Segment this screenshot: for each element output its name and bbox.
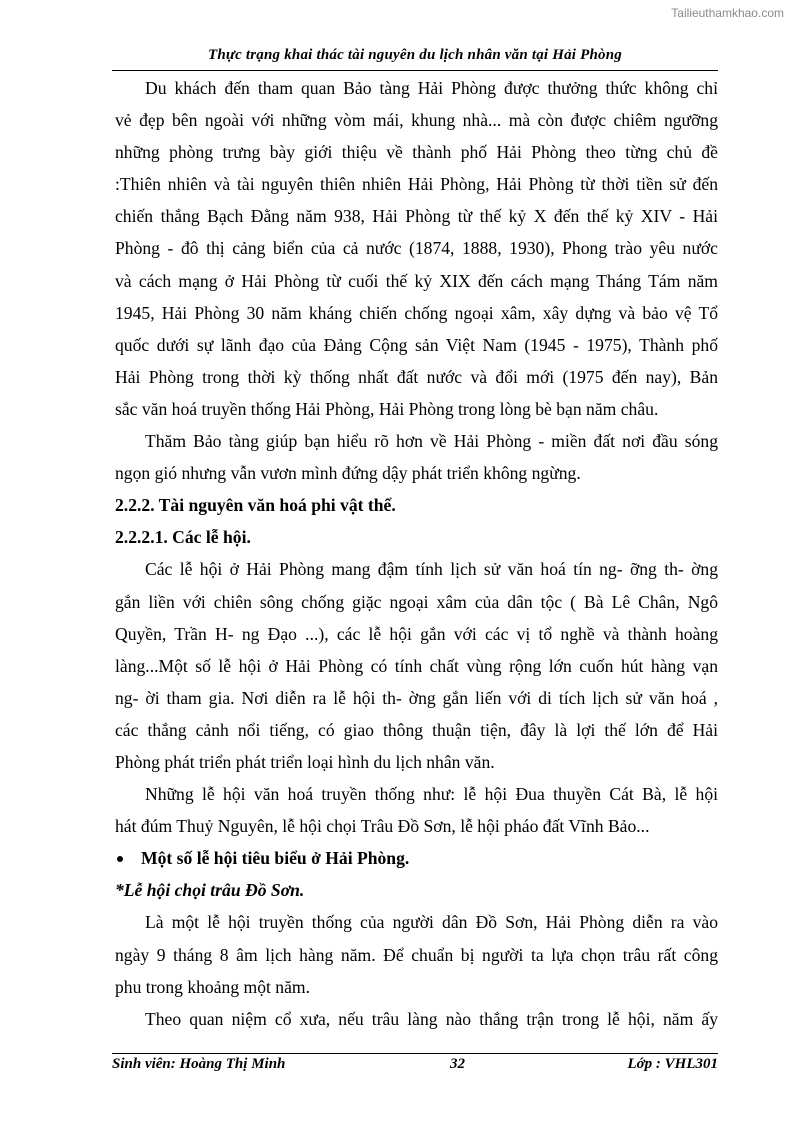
line-text: phu trong khoảng một năm. xyxy=(115,976,310,997)
line-text: Du khách đến tham quan Bảo tàng Hải Phòng được thưởng thức không chỉ xyxy=(145,78,718,98)
text-line xyxy=(115,457,718,489)
line-text: Hải Phòng trong thời kỳ thống nhất đất nước và đổi mới (1975 đến nay), Bản xyxy=(115,366,718,387)
text-line xyxy=(115,168,718,200)
text-line xyxy=(115,104,718,136)
text-line xyxy=(115,586,718,618)
text-line xyxy=(115,425,718,457)
line-text: và cách mạng ở Hải Phòng từ cuối thế kỷ XIX đến cách mạng Tháng Tám năm xyxy=(115,270,718,291)
running-footer xyxy=(112,1056,718,1078)
header-rule xyxy=(112,70,718,71)
running-header: Thực trạng khai thác tài nguyên du lịch nhân văn tại Hải Phòng xyxy=(208,47,622,63)
text-line xyxy=(115,939,718,971)
text-line xyxy=(115,714,718,746)
line-text: ngọn gió nhưng vẫn vươn mình đứng dậy phát triển không ngừng. xyxy=(115,463,581,484)
text-line xyxy=(115,361,718,393)
watermark: Tailieuthamkhao.com xyxy=(671,6,784,20)
text-line xyxy=(115,618,718,650)
line-text: hát đúm Thuỷ Nguyên, lễ hội chọi Trâu Đồ Sơn, lễ hội pháo đất Vĩnh Bảo... xyxy=(115,816,650,837)
text-line xyxy=(115,1003,718,1035)
line-text: các thắng cảnh nổi tiếng, có giao thông thuận tiện, đây là lợi thế lớn để Hải xyxy=(115,719,718,740)
text-line xyxy=(115,72,718,104)
line-text: Những lễ hội văn hoá truyền thống như: lễ hội Đua thuyền Cát Bà, lễ hội xyxy=(145,784,718,805)
footer-class: Lớp : VHL301 xyxy=(627,1056,718,1072)
text-line xyxy=(115,682,718,714)
text-line xyxy=(115,553,718,585)
text-line xyxy=(115,650,718,682)
text-line xyxy=(115,136,718,168)
line-text: Phòng - đô thị cảng biển của cả nước (1874, 1888, 1930), Phong trào yêu nước xyxy=(115,238,718,259)
text-line xyxy=(115,810,718,842)
line-text: quốc dưới sự lãnh đạo của Đảng Cộng sản Việt Nam (1945 - 1975), Thành phố xyxy=(115,334,718,355)
line-text: làng...Một số lễ hội ở Hải Phòng có tính chất vùng rộng lớn cuốn hút hàng vạn xyxy=(115,655,718,676)
line-text: Thăm Bảo tàng giúp bạn hiểu rõ hơn về Hải Phòng - miền đất nơi đầu sóng xyxy=(145,431,718,452)
text-line xyxy=(115,329,718,361)
line-text: ng- ời tham gia. Nơi diễn ra lễ hội th- ờng gắn liến với di tích lịch sử văn hoá , xyxy=(115,687,718,708)
line-text: Là một lễ hội truyền thống của người dân Đồ Sơn, Hải Phòng diễn ra vào xyxy=(145,912,718,933)
text-line xyxy=(115,297,718,329)
line-text: 2.2.2.1. Các lễ hội. xyxy=(115,527,251,548)
text-line xyxy=(115,971,718,1003)
section-heading xyxy=(115,521,718,553)
text-line xyxy=(115,265,718,297)
line-text: Theo quan niệm cổ xưa, nếu trâu làng nào thắng trận trong lễ hội, năm ấy xyxy=(145,1008,718,1029)
line-text: Các lễ hội ở Hải Phòng mang đậm tính lịch sử văn hoá tín ng- ỡng th- ờng xyxy=(145,559,718,580)
bullet-heading xyxy=(115,842,718,874)
footer-rule xyxy=(112,1053,718,1054)
line-text: những phòng trưng bày giới thiệu về thành phố Hải Phòng theo từng chủ đề xyxy=(115,142,718,163)
line-text: gắn liền với chiên sông chống giặc ngoại xâm của dân tộc ( Bà Lê Chân, Ngô xyxy=(115,591,718,612)
line-text: :Thiên nhiên và tài nguyên thiên nhiên Hải Phòng, Hải Phòng từ thời tiền sử đến xyxy=(115,174,718,195)
bullet-icon xyxy=(117,856,123,862)
line-text: vẻ đẹp bên ngoài với những vòm mái, khung nhà... mà còn được chiêm ngưỡng xyxy=(115,110,718,131)
line-text: Quyền, Trần H- ng Đạo ...), các lễ hội gắn với các vị tổ nghề và thành hoàng xyxy=(115,623,718,644)
section-heading xyxy=(115,874,718,906)
footer-student: Sinh viên: Hoàng Thị Minh xyxy=(112,1056,286,1072)
page-number: 32 xyxy=(450,1056,465,1072)
line-text: 2.2.2. Tài nguyên văn hoá phi vật thể. xyxy=(115,495,396,516)
text-line xyxy=(115,200,718,232)
text-line xyxy=(115,746,718,778)
text-line xyxy=(115,393,718,425)
text-line xyxy=(115,232,718,264)
text-line xyxy=(115,906,718,938)
line-text: chiến thắng Bạch Đằng năm 938, Hải Phòng từ thế kỷ X đến thế kỷ XIV - Hải xyxy=(115,206,718,227)
section-heading xyxy=(115,489,718,521)
text-line xyxy=(115,778,718,810)
line-text: ngày 9 tháng 8 âm lịch hàng năm. Để chuẩn bị người ta lựa chọn trâu rất công xyxy=(115,944,718,965)
line-text: *Lễ hội chọi trâu Đồ Sơn. xyxy=(115,880,305,901)
line-text: Phòng phát triển phát triển loại hình du lịch nhân văn. xyxy=(115,751,495,772)
line-text: sắc văn hoá truyền thống Hải Phòng, Hải Phòng trong lòng bè bạn năm châu. xyxy=(115,398,659,419)
document-body xyxy=(115,72,718,1035)
line-text: 1945, Hải Phòng 30 năm kháng chiến chống ngoại xâm, xây dựng và bảo vệ Tổ xyxy=(115,302,718,323)
line-text: Một số lễ hội tiêu biểu ở Hải Phòng. xyxy=(141,848,410,869)
